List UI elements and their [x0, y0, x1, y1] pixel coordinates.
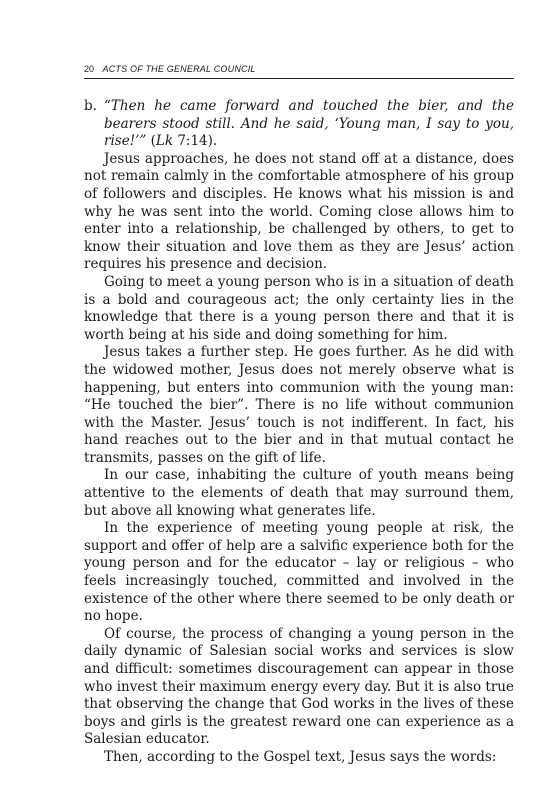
running-title: ACTS OF THE GENERAL COUNCIL — [102, 64, 256, 74]
paragraph-2: Going to meet a young person who is in a situation of death is a bold and courageous act; the only certainty lies in the knowledge that there is a young person there and that it is worth being at his side and doing something for him. — [84, 273, 514, 343]
page-number: 20 — [84, 64, 95, 74]
citation-book: Lk — [155, 133, 174, 150]
paragraph-1: Jesus approaches, he does not stand off at a distance, does not remain calmly in the comfortable atmosphere of his group of followers and disciples. He knows what his mission is and why he was sent into the world. Coming close allows him to enter into a relationship, be challenged by others, to get to know their situation and love them as they are Jesus’ action requires his presence and decision. — [84, 150, 514, 273]
body-text — [84, 98, 514, 767]
paragraph-5: In the experience of meeting young people at risk, the support and offer of help are a salvific experience both for the young person and for the educator – lay or religious – who feels increasingly touched, committed and involved in the existence of the other where there seemed to be only death or no hope. — [84, 520, 514, 625]
citation-open: ( — [146, 133, 156, 150]
running-header — [84, 62, 514, 79]
paragraph-6: Of course, the process of changing a young person in the daily dynamic of Salesian social works and services is slow and difficult: sometimes discouragement can appear in those who invest their maximum energy every day. But it is also true that observing the change that God works in the lives of these boys and girls is the greatest reward one can experience as a Salesian educator. — [84, 625, 514, 748]
list-marker: b. — [84, 98, 97, 114]
citation-rest: 7:14). — [173, 133, 218, 150]
list-item-b — [84, 98, 514, 151]
quote-text: “Then he came forward and touched the bier, and the bearers stood still. And he said, ‘Young man, I say to you, rise!’” — [104, 98, 514, 150]
gospel-quote — [104, 98, 514, 151]
paragraph-3: Jesus takes a further step. He goes further. As he did with the widowed mother, Jesus does not merely observe what is happening, but enters into communion with the young man: “He touched the bier”. There is no life without communion with the Master. Jesus’ touch is not indifferent. In fact, his hand reaches out to the bier and in that mutual contact he transmits, passes on the gift of life. — [84, 344, 514, 466]
paragraph-4: In our case, inhabiting the culture of youth means being attentive to the elements of death that may surround them, but above all knowing what generates life. — [84, 467, 514, 519]
paragraph-7: Then, according to the Gospel text, Jesus says the words: — [104, 748, 497, 765]
